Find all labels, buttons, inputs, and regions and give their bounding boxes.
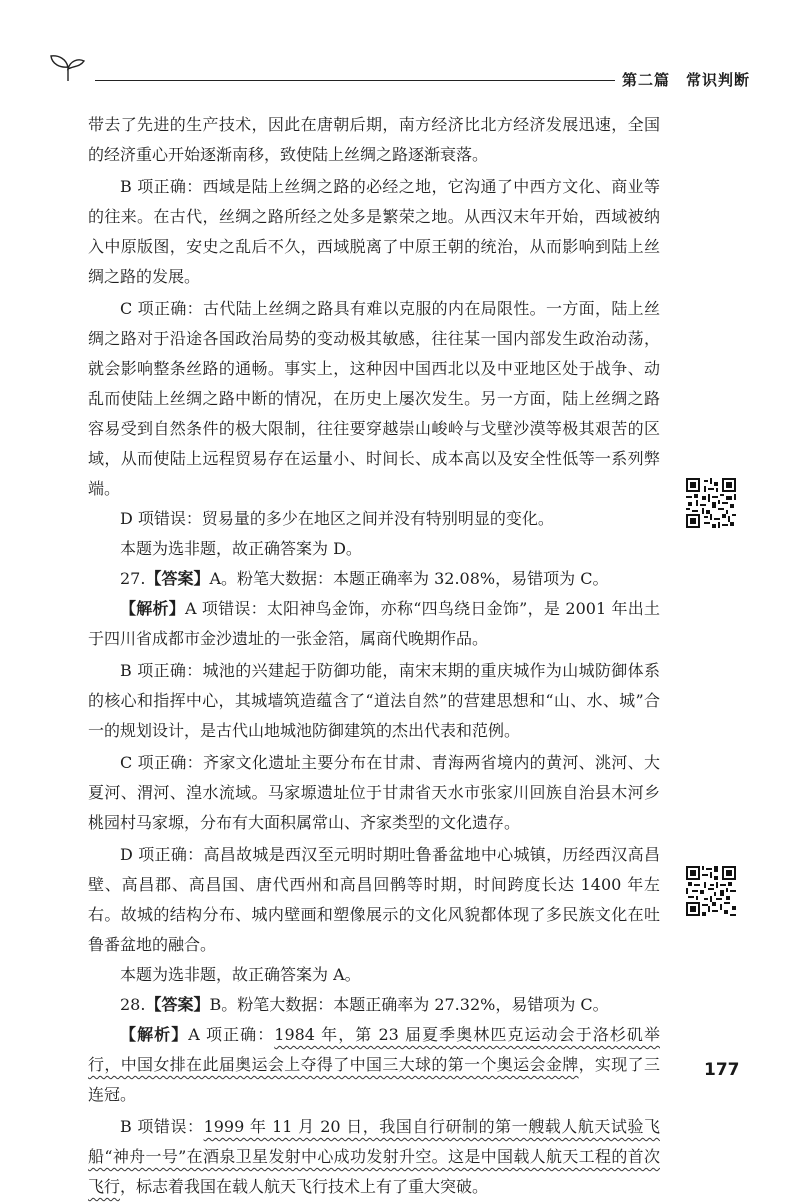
answer-text: B。粉笔大数据：本题正确率为 27.32%，易错项为 C。: [209, 995, 609, 1014]
paragraph: 带去了先进的生产技术，因此在唐朝后期，南方经济比北方经济发展迅速，全国的经济重心开始逐渐南移，致使陆上丝绸之路逐渐衰落。: [88, 115, 660, 164]
question-number: 28.: [120, 995, 146, 1014]
paragraph: B 项正确：城池的兴建起于防御功能，南宋末期的重庆城作为山城防御体系的核心和指挥中心，其城墙筑造蕴含了“道法自然”的营建思想和“山、水、城”合一的规划设计，是古代山地城池防御建筑的杰出代表和范例。: [88, 661, 660, 740]
answer-line-28: [88, 990, 660, 1020]
page-body: [88, 110, 660, 1202]
analysis-27: [88, 594, 660, 654]
paragraph: B 项正确：西域是陆上丝绸之路的必经之地，它沟通了中西方文化、商业等的往来。在古代，丝绸之路所经之处多是繁荣之地。从西汉末年开始，西域被纳入中原版图，安史之乱后不久，西域脱离了中原王朝的统治，从而影响到陆上丝绸之路的发展。: [88, 177, 660, 286]
sprout-icon: [48, 52, 88, 82]
paragraph: [88, 1112, 660, 1202]
qr-code-icon[interactable]: [686, 478, 736, 528]
answer-tag: 【答案】: [145, 569, 210, 588]
wavy-underlined-text: 1999 年 11 月 20 日，我国自行研制的第一艘载人航天试验飞船“神舟一号”在酒泉卫星发射中心成功发射升空。这是中国载人航天工程的首次飞行: [88, 1117, 660, 1196]
page-header: [0, 0, 800, 100]
analysis-28: [88, 1020, 660, 1110]
paragraph: 本题为选非题，故正确答案为 D。: [120, 539, 362, 558]
qr-code-icon[interactable]: [686, 866, 736, 916]
paragraph: D 项正确：高昌故城是西汉至元明时期吐鲁番盆地中心城镇，历经西汉高昌壁、高昌郡、高昌国、唐代西州和高昌回鹘等时期，时间跨度长达 1400 年左右。故城的结构分布、城内壁画和塑像展示的文化风貌都体现了多民族文化在吐鲁番盆地的融合。: [88, 845, 660, 954]
paragraph-lead: B 项错误：: [120, 1117, 204, 1136]
answer-tag: 【答案】: [145, 995, 210, 1014]
paragraph: D 项错误：贸易量的多少在地区之间并没有特别明显的变化。: [120, 509, 554, 528]
paragraph: 本题为选非题，故正确答案为 A。: [120, 965, 361, 984]
analysis-lead: A 项正确：: [188, 1025, 275, 1044]
header-rule: [95, 80, 615, 81]
section-title: 第二篇 常识判断: [622, 71, 751, 89]
page-number: 177: [704, 1060, 740, 1080]
answer-text: A。粉笔大数据：本题正确率为 32.08%，易错项为 C。: [209, 569, 609, 588]
analysis-tail: ，实现了三连冠。: [88, 1055, 660, 1104]
answer-line-27: [88, 564, 660, 594]
paragraph: C 项正确：古代陆上丝绸之路具有难以克服的内在局限性。一方面，陆上丝绸之路对于沿途各国政治局势的变动极其敏感，往往某一国内部发生政治动荡，就会影响整条丝路的通畅。事实上，这种因中国西北以及中亚地区处于战争、动乱而使陆上丝绸之路中断的情况，在历史上屡次发生。另一方面，陆上丝绸之路容易受到自然条件的极大限制，往往要穿越崇山峻岭与戈壁沙漠等极其艰苦的区域，从而使陆上远程贸易存在运量小、时间长、成本高以及安全性低等一系列弊端。: [88, 299, 660, 498]
wavy-underlined-text: 1984 年，第 23 届夏季奥林匹克运动会于洛杉矶举行，中国女排在此届奥运会上夺得了中国三大球的第一个奥运会金牌: [88, 1025, 660, 1074]
analysis-tag: 【解析】: [120, 599, 186, 618]
paragraph: C 项正确：齐家文化遗址主要分布在甘肃、青海两省境内的黄河、洮河、大夏河、渭河、湟水流域。马家塬遗址位于甘肃省天水市张家川回族自治县木河乡桃园村马家塬，分布有大面积属常山、齐家类型的文化遗存。: [88, 753, 660, 832]
analysis-text: A 项错误：太阳神鸟金饰，亦称“四鸟绕日金饰”，是 2001 年出土于四川省成都市金沙遗址的一张金箔，属商代晚期作品。: [88, 599, 660, 648]
analysis-tag: 【解析】: [120, 1025, 189, 1044]
paragraph-tail: ，标志着我国在载人航天飞行技术上有了重大突破。: [120, 1177, 489, 1196]
question-number: 27.: [120, 569, 146, 588]
